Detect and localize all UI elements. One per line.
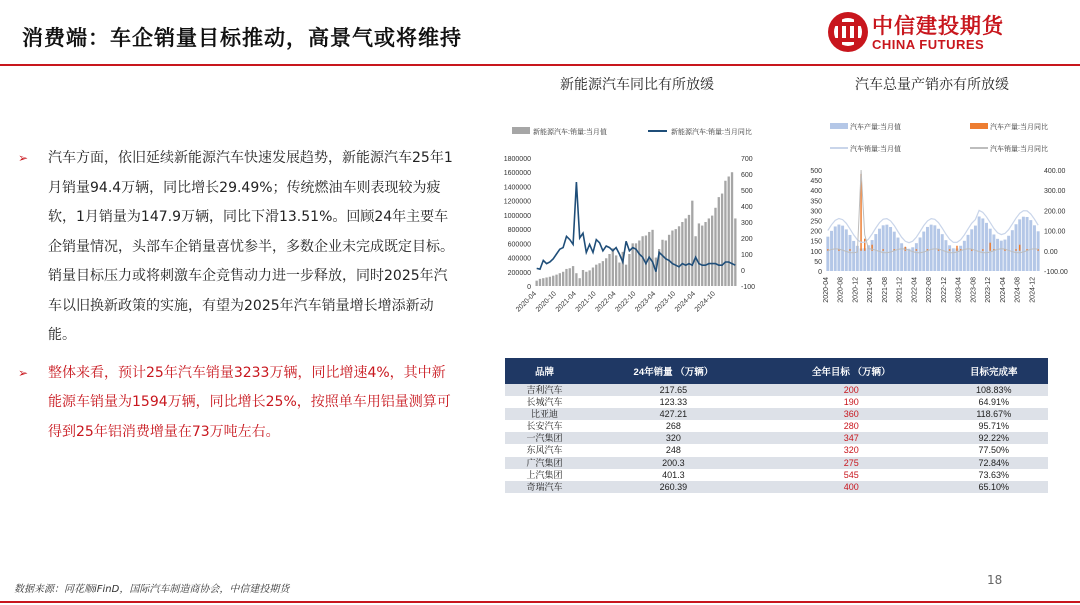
bar-production	[837, 225, 840, 271]
cell-brand: 东风汽车	[526, 445, 563, 456]
chart2-title: 汽车总量产销亦有所放缓	[855, 77, 1009, 93]
bar-nev-monthly-sales	[651, 230, 653, 286]
x-tick-label: 2021-04	[867, 277, 875, 303]
cell-annual-target: 347	[763, 432, 940, 444]
bullet-list	[18, 144, 458, 447]
y-right-tick-label: 200	[741, 236, 753, 243]
bar-nev-monthly-sales	[708, 218, 710, 286]
cell-annual-target: 190	[843, 397, 859, 408]
bar-nev-monthly-sales	[598, 263, 600, 286]
bar-production-yoy	[1015, 249, 1016, 251]
x-tick-label: 2023-08	[970, 277, 978, 303]
x-tick-label: 2021-10	[574, 290, 598, 314]
bar-nev-monthly-sales	[555, 275, 557, 286]
table-row	[505, 481, 1048, 493]
bar-nev-monthly-sales	[572, 266, 574, 286]
bar-nev-monthly-sales	[579, 278, 581, 286]
legend-line-label: 新能源汽车:销量:当月同比	[671, 129, 752, 136]
table-row	[505, 384, 1048, 396]
logo-chinese-name: 中信建投期货	[872, 13, 1004, 38]
cell-sales-2024: 268	[665, 421, 681, 432]
bar-production	[1037, 231, 1040, 271]
bar-production-yoy	[982, 249, 983, 251]
bar-production-yoy	[882, 249, 883, 251]
bar-production	[985, 223, 988, 271]
bar-production	[878, 229, 881, 271]
bar-nev-monthly-sales	[549, 277, 551, 286]
bar-nev-monthly-sales	[552, 276, 554, 286]
y-right-tick-label: 600	[741, 172, 753, 179]
y-left-tick-label: 350	[810, 198, 822, 206]
bar-nev-monthly-sales	[585, 272, 587, 286]
cell-brand: 奇瑞汽车	[505, 481, 584, 493]
bar-production-yoy	[956, 246, 957, 251]
y-right-tick-label: 500	[741, 188, 753, 195]
bar-nev-monthly-sales	[704, 222, 706, 286]
bar-production-yoy	[949, 249, 950, 251]
bar-nev-monthly-sales	[731, 172, 733, 286]
bar-production-yoy	[1019, 245, 1020, 251]
y-right-tick-label: 400.00	[1044, 168, 1066, 175]
bullet-auto-overview	[18, 144, 458, 351]
bar-nev-monthly-sales	[539, 279, 541, 286]
bar-production	[992, 234, 995, 271]
y-left-tick-label: 1800000	[503, 156, 531, 163]
cell-sales-2024: 427.21	[584, 408, 763, 420]
bar-production-yoy	[864, 239, 865, 251]
bar-production	[830, 231, 833, 271]
bar-nev-monthly-sales	[641, 236, 643, 286]
citic-logo-icon	[826, 10, 870, 54]
bar-nev-monthly-sales	[608, 254, 610, 286]
y-right-tick-label: 0	[741, 268, 745, 275]
bar-nev-monthly-sales	[724, 181, 726, 286]
bar-production-yoy	[989, 243, 990, 251]
x-tick-label: 2020-04	[514, 290, 539, 314]
bar-nev-monthly-sales	[671, 231, 673, 286]
legend-swatch	[970, 123, 988, 129]
y-right-tick-label: 100	[741, 252, 753, 259]
bar-production	[919, 237, 922, 271]
bar-nev-monthly-sales	[592, 268, 594, 286]
table-row	[505, 408, 1048, 420]
automaker-target-table	[505, 358, 1048, 493]
cell-annual-target: 275	[763, 457, 940, 469]
chart1-title: 新能源汽车同比有所放缓	[560, 77, 714, 93]
bar-nev-monthly-sales	[678, 226, 680, 286]
legend-bar-label: 新能源汽车:销量:当月值	[533, 129, 607, 136]
y-left-tick-label: 600000	[507, 241, 531, 249]
arrow-bullet-icon: ➢	[18, 151, 29, 165]
y-left-tick-label: 200	[810, 228, 822, 236]
chart-nev-sales	[485, 118, 775, 328]
cell-annual-target: 360	[763, 408, 940, 420]
bar-production	[863, 248, 866, 271]
bar-production	[996, 239, 999, 271]
bar-production	[941, 234, 944, 271]
bar-nev-monthly-sales	[661, 240, 663, 286]
cell-sales-2024: 123.33	[659, 397, 688, 408]
header-sales-2024: 24年销量 （万辆）	[584, 358, 763, 384]
y-right-tick-label: 100.00	[1044, 228, 1066, 236]
chart-auto-production-sales	[790, 118, 1075, 328]
bar-nev-monthly-sales	[565, 269, 567, 286]
table-row	[505, 420, 1048, 432]
cell-completion-rate: 92.22%	[940, 432, 1048, 444]
cell-brand: 比亚迪	[505, 408, 584, 420]
y-right-tick-label: 300	[741, 220, 753, 227]
cell-completion-rate: 72.84%	[940, 457, 1048, 469]
bar-production	[974, 226, 977, 271]
x-tick-label: 2022-04	[911, 277, 919, 303]
table-row	[505, 396, 1048, 408]
bar-nev-monthly-sales	[562, 272, 564, 286]
legend-label: 汽车销量:当月同比	[990, 146, 1048, 153]
bar-production	[841, 226, 844, 271]
bar-production	[860, 249, 863, 271]
header-completion-rate: 目标完成率	[940, 358, 1048, 384]
x-tick-label: 2023-12	[985, 277, 993, 303]
x-tick-label: 2021-12	[896, 277, 904, 303]
legend-label: 汽车产量:当月值	[850, 124, 901, 131]
bar-nev-monthly-sales	[625, 265, 627, 286]
x-tick-label: 2024-04	[999, 277, 1007, 303]
table-row	[505, 457, 1048, 469]
x-tick-label: 2022-04	[594, 290, 618, 314]
bar-nev-monthly-sales	[575, 273, 577, 286]
bar-production	[871, 240, 874, 271]
table-row	[505, 444, 1048, 456]
bar-production	[1003, 240, 1006, 271]
bar-production	[930, 225, 933, 271]
data-source-note: 数据来源：同花顺iFinD，国际汽车制造商协会，中信建投期货	[14, 584, 290, 595]
bar-production	[1026, 217, 1029, 271]
cell-sales-2024: 217.65	[584, 384, 763, 396]
line-sales-yoy	[828, 170, 1038, 253]
x-tick-label: 2023-04	[955, 277, 963, 303]
x-tick-label: 2023-10	[654, 290, 678, 314]
cell-sales-2024: 200.3	[584, 457, 763, 469]
bar-production	[933, 225, 936, 271]
x-tick-label: 2021-04	[554, 290, 578, 314]
bar-production	[981, 218, 984, 271]
x-tick-label: 2020-04	[822, 277, 830, 303]
cell-annual-target: 400	[763, 481, 940, 493]
bar-nev-monthly-sales	[721, 194, 723, 286]
cell-brand: 一汽集团	[505, 432, 584, 444]
bar-production	[826, 237, 829, 271]
bar-nev-monthly-sales	[595, 265, 597, 286]
bar-production	[926, 227, 929, 271]
cell-brand: 吉利汽车	[505, 384, 584, 396]
bar-nev-monthly-sales	[615, 255, 617, 286]
x-tick-label: 2022-12	[940, 277, 948, 303]
bullet-forecast	[18, 359, 458, 448]
header-brand: 品牌	[505, 358, 584, 384]
company-logo	[826, 10, 1076, 56]
bar-production	[896, 238, 899, 271]
x-tick-label: 2020-10	[534, 290, 558, 314]
bar-nev-monthly-sales	[628, 254, 630, 286]
bar-nev-monthly-sales	[588, 270, 590, 286]
cell-completion-rate: 65.10%	[940, 481, 1048, 493]
bar-production-yoy	[916, 249, 917, 251]
cell-annual-target: 200	[763, 384, 940, 396]
bar-production	[874, 234, 877, 271]
logo-english-name: CHINA FUTURES	[872, 37, 985, 52]
bar-nev-monthly-sales	[559, 273, 561, 286]
cell-brand: 长安汽车	[526, 421, 563, 432]
bar-production	[952, 248, 955, 271]
cell-sales-2024: 320	[584, 432, 763, 444]
bar-nev-monthly-sales	[711, 216, 713, 286]
cell-sales-2024: 248	[665, 445, 681, 456]
bar-production	[944, 240, 947, 271]
x-tick-label: 2022-08	[926, 277, 934, 303]
bar-production	[885, 225, 888, 271]
bar-production	[1007, 236, 1010, 271]
bullet-text: 整体来看，预计25年汽车销量3233万辆，同比增速4%，其中新能源车销量为1594万辆，同比增长25%，按照单车用铝量测算可得到25年铝消费增量在73万吨左右。	[48, 364, 451, 440]
bar-nev-monthly-sales	[718, 197, 720, 286]
cell-completion-rate: 108.83%	[940, 384, 1048, 396]
bar-production	[908, 249, 911, 271]
y-left-tick-label: 450	[810, 178, 822, 186]
x-tick-label: 2024-04	[673, 290, 698, 314]
header-annual-target: 全年目标 （万辆）	[763, 358, 940, 384]
bar-nev-monthly-sales	[665, 240, 667, 286]
y-left-tick-label: 1000000	[503, 212, 531, 220]
cell-completion-rate: 95.71%	[978, 421, 1010, 432]
y-left-tick-label: 1600000	[503, 170, 531, 178]
y-left-tick-label: 50	[814, 258, 822, 266]
bar-production	[845, 229, 848, 271]
bar-nev-monthly-sales	[685, 218, 687, 286]
x-tick-label: 2023-04	[634, 290, 658, 314]
bar-production	[900, 243, 903, 271]
y-right-tick-label: 0.00	[1044, 248, 1058, 256]
cell-brand: 广汽集团	[505, 457, 584, 469]
bar-production	[1000, 241, 1003, 271]
bar-production-yoy	[871, 245, 872, 251]
page-number: 18	[987, 573, 1003, 587]
table-row	[505, 432, 1048, 444]
bar-nev-monthly-sales	[698, 223, 700, 286]
y-left-tick-label: 0	[527, 284, 531, 291]
cell-completion-rate: 77.50%	[978, 445, 1010, 456]
y-left-tick-label: 150	[810, 238, 822, 246]
bar-nev-monthly-sales	[632, 243, 634, 286]
table-header-row	[505, 358, 1048, 384]
bar-nev-monthly-sales	[691, 201, 693, 286]
y-right-tick-label: 700	[741, 156, 753, 163]
bar-production	[1011, 230, 1014, 271]
bar-nev-monthly-sales	[618, 263, 620, 286]
legend-bar-swatch	[512, 127, 530, 134]
header-divider	[0, 64, 1080, 66]
y-right-tick-label: 200.00	[1044, 208, 1066, 216]
bar-production	[852, 241, 855, 271]
y-left-tick-label: 300	[810, 208, 822, 216]
y-right-tick-label: 300.00	[1044, 188, 1066, 196]
y-right-tick-label: -100.00	[1044, 269, 1068, 276]
bar-production	[1033, 225, 1036, 271]
bar-production	[967, 235, 970, 271]
bar-production	[904, 247, 907, 271]
y-left-tick-label: 250	[810, 218, 822, 226]
bar-nev-monthly-sales	[545, 277, 547, 286]
cell-brand: 长城汽车	[526, 397, 563, 408]
bar-production	[882, 225, 885, 271]
cell-completion-rate: 118.67%	[940, 408, 1048, 420]
y-left-tick-label: 400000	[507, 255, 531, 263]
bar-nev-monthly-sales	[582, 270, 584, 286]
arrow-bullet-icon: ➢	[18, 365, 29, 380]
cell-annual-target: 320	[843, 445, 859, 456]
y-left-tick-label: 500	[810, 168, 822, 175]
table-row	[505, 469, 1048, 481]
x-tick-label: 2024-08	[1014, 277, 1022, 303]
x-tick-label: 2024-12	[1029, 277, 1037, 303]
bar-production	[1029, 220, 1032, 271]
bar-production-yoy	[849, 249, 850, 251]
bar-production	[889, 227, 892, 271]
legend-label: 汽车销量:当月值	[850, 146, 901, 153]
bar-nev-monthly-sales	[602, 261, 604, 286]
bar-nev-monthly-sales	[612, 248, 614, 286]
bar-nev-monthly-sales	[728, 176, 730, 286]
bar-nev-monthly-sales	[734, 218, 736, 286]
bar-nev-monthly-sales	[569, 268, 571, 286]
x-tick-label: 2024-10	[693, 290, 717, 314]
bar-production	[915, 243, 918, 271]
legend-label: 汽车产量:当月同比	[990, 124, 1048, 131]
footer-divider	[0, 601, 1080, 603]
y-right-tick-label: -100	[741, 284, 756, 291]
bar-production	[948, 245, 951, 271]
legend-swatch	[830, 123, 848, 129]
bar-nev-monthly-sales	[638, 240, 640, 286]
x-tick-label: 2022-10	[614, 290, 638, 314]
x-tick-label: 2020-12	[852, 277, 860, 303]
bar-nev-monthly-sales	[535, 281, 537, 286]
cell-completion-rate: 64.91%	[978, 397, 1010, 408]
y-right-tick-label: 400	[741, 204, 753, 211]
y-left-tick-label: 400	[810, 188, 822, 196]
cell-annual-target: 545	[843, 469, 859, 480]
cell-sales-2024: 401.3	[662, 469, 685, 480]
x-tick-label: 2020-08	[837, 277, 845, 303]
cell-brand: 上汽集团	[526, 469, 563, 480]
y-left-tick-label: 800000	[507, 227, 531, 235]
y-left-tick-label: 0	[818, 269, 822, 276]
y-left-tick-label: 1200000	[503, 198, 531, 206]
bar-nev-monthly-sales	[681, 222, 683, 286]
bar-nev-monthly-sales	[701, 226, 703, 286]
y-left-tick-label: 100	[810, 248, 822, 256]
y-left-tick-label: 200000	[507, 269, 531, 277]
bar-production	[1015, 224, 1018, 271]
bar-nev-monthly-sales	[675, 229, 677, 286]
cell-sales-2024: 260.39	[584, 481, 763, 493]
bullet-text: 汽车方面，依旧延续新能源汽车快速发展趋势，新能源汽车25年1月销量94.4万辆，同比增长29.49%；传统燃油车则表现较为疲软，1月销量为147.9万辆，同比下滑13.51%。回顾24年主要车企销量情况，头部车企销量喜忧参半，多数企业未完成既定目标。销量目标压力或将刺激车企竞售动力进一步释放，同时2025年汽车以旧换新政策的实施，有望为2025年汽车销量增长增添新动能。	[48, 150, 454, 343]
y-left-tick-label: 1400000	[503, 184, 531, 192]
cell-completion-rate: 73.63%	[978, 469, 1010, 480]
bar-production	[1022, 217, 1025, 271]
bar-nev-monthly-sales	[714, 208, 716, 286]
page-title: 消费端：车企销量目标推动，高景气或将维持	[22, 25, 462, 50]
cell-annual-target: 280	[843, 421, 859, 432]
bar-production	[978, 216, 981, 271]
x-tick-label: 2021-08	[881, 277, 889, 303]
bar-nev-monthly-sales	[688, 215, 690, 286]
bar-nev-monthly-sales	[542, 278, 544, 286]
bar-nev-monthly-sales	[605, 258, 607, 286]
bar-production	[963, 241, 966, 271]
